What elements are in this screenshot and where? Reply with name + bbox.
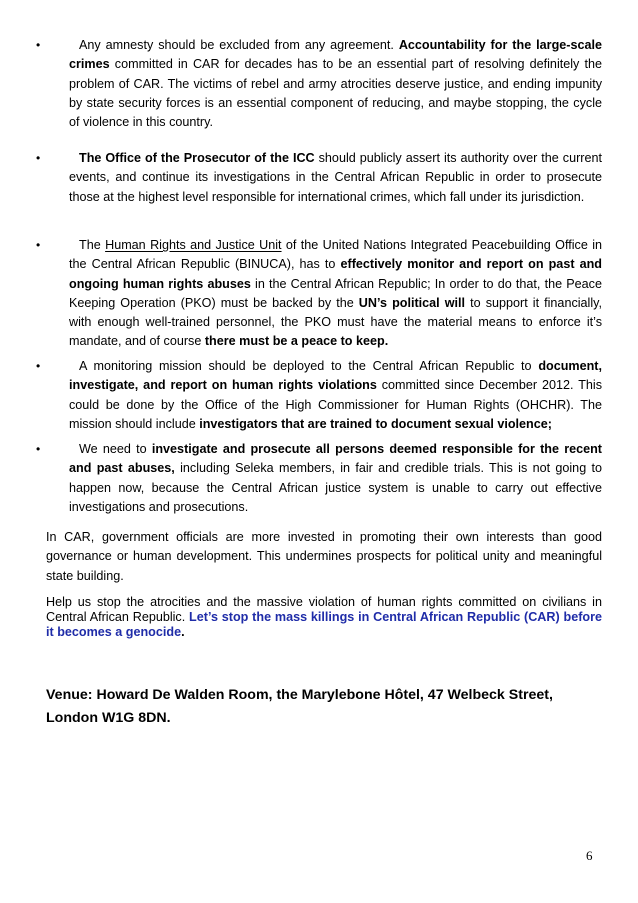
bullet-text [69, 36, 602, 132]
page-number: 6 [586, 848, 593, 863]
bullet-text-part: committed since December 2012. This could be done by the Office of the High Commissioner for Human Rights (OHCHR). The mission should include [69, 378, 602, 431]
bullet-text-part: The Office of the Prosecutor of the ICC [79, 151, 315, 165]
bullet-icon: • [36, 151, 41, 165]
bullet-icon: • [36, 359, 41, 373]
bullet-text-part: committed in CAR for decades has to be an essential part of resolving definitely the problem of CAR. The victims of rebel and army atrocities deserve justice, and ending impunity by state security forces is an essential component of reducing, and maybe stopping, the cycle of violence in this country. [69, 57, 602, 130]
bullet-text [69, 357, 602, 434]
bullet-text-part: We need to [79, 442, 152, 456]
bullet-text-part: to support it financially, with enough well-trained personnel, the PKO must have the material means to enforce it’s mandate, and of course [69, 295, 602, 349]
bullet-text-part: investigators that are trained to document sexual violence; [199, 416, 552, 431]
bullet-amnesty [36, 36, 602, 132]
paragraph-governance: In CAR, government officials are more invested in promoting their own interests than good governance or human development. This undermines prospects for political unity and meaningful state building. [46, 530, 602, 583]
bullet-text [69, 149, 602, 207]
help-text: Help us stop the atrocities and the massive violation of human rights committed on civilians in Central African Republic. [46, 595, 602, 624]
bullet-text-part: of the United Nations Integrated Peacebuilding Office in the Central African Republic (BINUCA), has to [69, 238, 602, 272]
bullet-icc-prosecutor [36, 149, 602, 207]
bullet-text-part: investigate and prosecute all persons deemed responsible for the recent and past abuses, [69, 442, 602, 476]
bullet-icon: • [36, 442, 41, 456]
venue-details: Venue: Howard De Walden Room, the Marylebone Hôtel, 47 Welbeck Street, London W1G 8DN. [46, 687, 553, 726]
bullet-text-part: should publicly assert its authority over the current events, and continue its investigations in the Central African Republic in order to prosecute those at the highest level responsible for international crimes, which fall under its jurisdiction. [69, 151, 602, 204]
bullet-text-part: in the Central African Republic; In order to do that, the Peace Keeping Operation (PKO) must be backed by the [69, 276, 602, 310]
bullet-text-part: The [79, 238, 106, 252]
bullet-text-part: there must be a peace to keep. [204, 334, 389, 349]
bullet-text [69, 440, 602, 517]
stop-killings-text: Let’s stop the mass killings in Central African Republic (CAR) before it becomes a genocide. [46, 610, 602, 639]
bullet-text-part: Human Rights and Justice Unit [105, 238, 282, 252]
bullet-icon: • [36, 38, 41, 52]
bullet-text-part: Accountability for the large-scale crimes [69, 38, 602, 72]
bullet-text-part: A monitoring mission should be deployed to the Central African Republic to [79, 359, 539, 373]
bullet-text [69, 236, 602, 352]
bullet-text-part: Any amnesty should be excluded from any agreement. [79, 38, 399, 52]
paragraph-call-to-action [46, 595, 602, 640]
bullet-text-part: effectively monitor and report on past and ongoing human rights abuses [69, 257, 602, 291]
bullet-prosecution [36, 440, 602, 517]
bullet-icon: • [36, 238, 41, 252]
bullet-text-part: including Seleka members, in fair and credible trials. This is not going to happen now, because the Central African justice system is unable to carry out effective investigations and prosecutions. [69, 461, 603, 514]
bullet-text-part: UN’s political will [358, 295, 466, 310]
bullet-binuca [36, 236, 602, 352]
bullet-text-part: document, investigate, and report on human rights violations [69, 359, 602, 393]
bullet-monitoring-mission [36, 357, 602, 434]
